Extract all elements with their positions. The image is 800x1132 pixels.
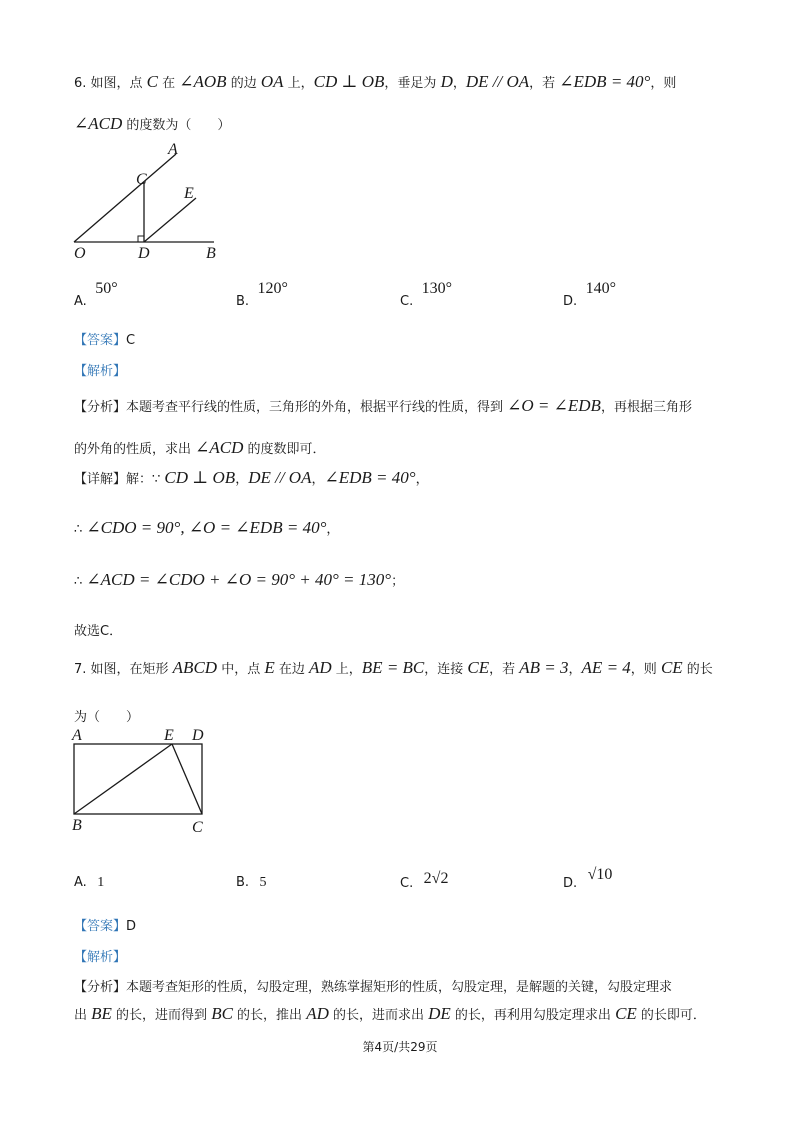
right-angle-mark: [138, 236, 144, 242]
label-e: E: [184, 185, 194, 202]
q7-analysis-line2: 出 BE 的长，进而得到 BC 的长，推出 AD 的长，进而求出 DE 的长，再利用勾股定理求出 CE 的长即可．: [74, 1004, 706, 1023]
label-a: A: [72, 727, 82, 744]
rectangle-abcd: [74, 744, 202, 814]
ray-de: [144, 198, 196, 242]
label-e: E: [164, 727, 174, 744]
q7-option-b[interactable]: B. 5: [236, 875, 267, 890]
q7-analysis-line1: 【分析】本题考查矩形的性质，勾股定理，熟练掌握矩形的性质，勾股定理，是解题的关键，勾股定理求: [74, 980, 673, 995]
q6-solution-line2: ∴ ∠CDO = 90°, ∠O = ∠EDB = 40°，: [74, 518, 340, 537]
q7-stem-line2: 为（ ）: [74, 710, 140, 725]
segment-ce: [172, 744, 202, 814]
q7-option-c[interactable]: C. 2√2: [400, 870, 449, 891]
q6-figure: [64, 138, 234, 268]
q7-option-d[interactable]: D. √10: [563, 866, 613, 891]
q6-answer: 【答案】C: [74, 333, 136, 348]
q7-figure: [66, 724, 216, 840]
q6-solution-line3: ∴ ∠ACD = ∠CDO + ∠O = 90° + 40° = 130°；: [74, 570, 405, 589]
q6-analysis-line2: 的外角的性质，求出 ∠ACD 的度数即可．: [74, 438, 326, 457]
label-d: D: [138, 245, 150, 262]
q7-option-a[interactable]: A. 1: [74, 875, 105, 890]
q7-answer: 【答案】D: [74, 919, 137, 934]
q6-option-d[interactable]: D. 140°: [563, 280, 617, 309]
q7-jiexi-heading: 【解析】: [74, 950, 127, 965]
label-d: D: [192, 727, 204, 744]
q6-analysis-line1: 【分析】本题考查平行线的性质，三角形的外角，根据平行线的性质，得到 ∠O = ∠EDB，再根据三角形: [74, 396, 692, 415]
q6-stem-line2: ∠ACD 的度数为（ ）: [74, 114, 231, 133]
q6-jiexi-heading: 【解析】: [74, 364, 127, 379]
q7-stem-line1: 7. 如图，在矩形 ABCD 中，点 E 在边 AD 上，BE = BC，连接 CE，若 AB = 3，AE = 4，则 CE 的长: [74, 658, 713, 677]
q6-conclusion: 故选C．: [74, 624, 123, 639]
q6-option-c[interactable]: C. 130°: [400, 280, 453, 309]
q6-solution-line1: 【详解】解：∵ CD ⊥ OB，DE // OA，∠EDB = 40°，: [74, 468, 429, 487]
label-a: A: [168, 141, 178, 158]
q6-option-b[interactable]: B. 120°: [236, 280, 288, 309]
segment-be: [74, 744, 172, 814]
label-b: B: [206, 245, 216, 262]
label-c: C: [136, 171, 147, 188]
page-footer: 第4页/共29页: [362, 1040, 438, 1054]
q6-option-a[interactable]: A. 50°: [74, 280, 118, 309]
q6-stem-line1: 6. 如图，点 C 在 ∠AOB 的边 OA 上，CD ⊥ OB，垂足为 D，DE // OA，若 ∠EDB = 40°，则: [74, 72, 677, 91]
ray-oa: [74, 154, 176, 242]
label-o: O: [74, 245, 86, 262]
label-c: C: [192, 819, 203, 836]
label-b: B: [72, 817, 82, 834]
